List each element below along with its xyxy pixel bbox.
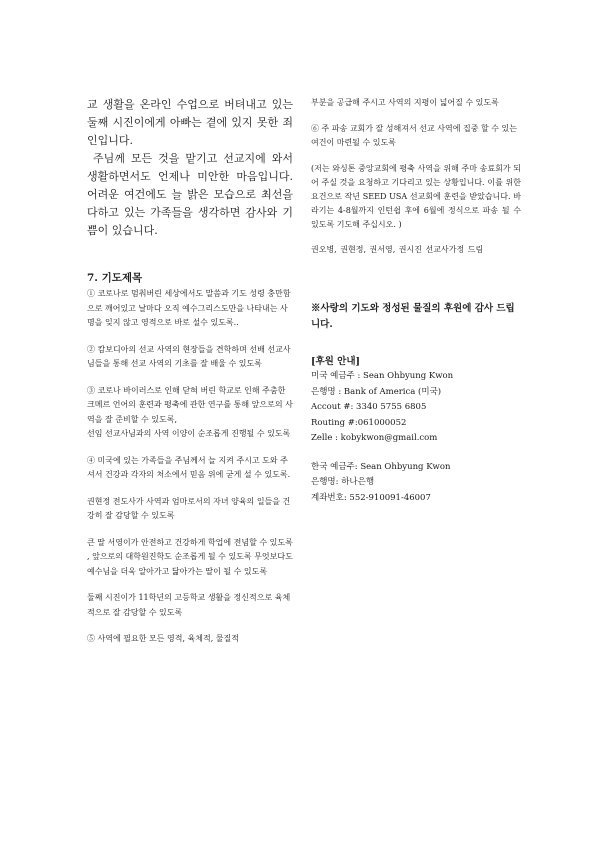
kr-account-holder: 한국 예금주: Sean Ohbyung Kwon xyxy=(311,461,451,472)
prayer-item-4b: 큰 딸 서영이가 안전하고 건강하게 학업에 전념할 수 있도록 , 앞으로의 대학원진학도 순조롭게 될 수 있도록 무엇보다도 예수님을 더욱 알아가고 닮아가는 딸이 될 수 있도록 xyxy=(87,537,293,576)
left-column xyxy=(87,96,293,647)
prayer-item-3: ③ 코로나 바이러스로 인해 닫혀 버린 학교로 인해 주춤한 크메르 언어의 훈련과 평축에 관한 연구를 통해 앞으로의 사역을 잘 준비할 수 있도록, 선임 선교사님과의 사역 이양이 순조롭게 진행될 수 있도록 xyxy=(87,385,293,438)
prayer-item-4c: 둘째 시진이가 11학년의 고등학교 생활을 정신적으로 육체적으로 잘 감당할 수 있도록 xyxy=(87,593,291,617)
us-account-holder: 미국 예금주 : Sean Ohbyung Kwon xyxy=(311,371,454,381)
prayer-item-4: ④ 미국에 있는 가족들을 주님께서 늘 지켜 주시고 도와 주셔서 건강과 각자의 처소에서 믿음 위에 굳게 설 수 있도록. xyxy=(87,455,291,479)
us-account-number: Accout #: 3340 5755 6805 xyxy=(311,402,427,412)
kr-account-info xyxy=(311,460,521,507)
right-column xyxy=(311,96,521,506)
us-account-info xyxy=(311,369,521,447)
prayer-item-5-continued: 부분을 공급해 주시고 사역의 지평이 넓어질 수 있도록 xyxy=(311,98,499,107)
us-zelle: Zelle : kobykwon@gmail.com xyxy=(311,433,438,443)
prayer-item-5: ⑤ 사역에 필요한 모든 영적, 육체적, 물질적 xyxy=(87,634,239,643)
support-title: [후원 안내] xyxy=(311,356,361,367)
kr-account-number: 계좌번호: 552-910091-46007 xyxy=(311,492,431,503)
kr-bank-name: 은행명: 하나은행 xyxy=(311,477,375,487)
intro-paragraph-1: 교 생활을 온라인 수업으로 버텨내고 있는 둘째 시진이에게 아빠는 곁에 있지 못한 죄인입니다. xyxy=(87,98,293,147)
intro-paragraph-2: 주님께 모든 것을 맡기고 선교지에 와서 생활하면서도 언제나 미안한 마음입니다. 어려운 여건에도 늘 밝은 모습으로 최선을 다하고 있는 가족들을 생각하면 감사와 기쁨이 있습니다. xyxy=(87,152,293,237)
prayer-item-6: ⑥ 주 파송 교회가 잘 성해져서 선교 사역에 집중 할 수 있는 여건이 마련될 수 있도록 xyxy=(311,124,517,147)
prayer-list xyxy=(87,287,293,647)
us-routing-number: Routing #:061000052 xyxy=(311,417,407,428)
intro-text xyxy=(87,96,293,240)
us-bank-name: 은행명 : Bank of America (미국) xyxy=(311,386,442,397)
spacer xyxy=(311,447,521,460)
prayer-item-1: ① 코로나로 멈춰버린 세상에서도 말씀과 기도 성령 충만함으로 깨어있고 날마다 오직 예수그리스도만을 나타내는 사명을 잊지 않고 영적으로 바로 설수 있도록.. xyxy=(87,289,291,327)
family-signature: 권오병, 권현정, 권서영, 권시진 선교사가정 드림 xyxy=(311,245,484,254)
thanks-message: ※사랑의 기도와 정성된 물질의 후원에 감사 드립니다. xyxy=(311,303,515,330)
prayer-item-4a: 권현정 전도사가 사역과 엄마로서의 자녀 양육의 일들을 건강히 잘 감당할 수 있도록 xyxy=(87,496,291,520)
note-paragraph: (저는 와싱톤 중앙교회에 평축 사역을 위해 주마 송료회가 되어 주실 것을 요청하고 기다리고 있는 상황입니다. 이를 위한 요건으로 작년 SEED USA 선교회에 훈련을 받았습니다. 바라기는 4-8월까지 인턴쉽 후에 6월에 정식으로 파송 될 수 있도록 기도해 주십시오. ) xyxy=(311,164,521,229)
prayer-item-2: ② 캄보디아의 선교 사역의 현장들을 견학하며 선배 선교사님들을 통해 선교 사역의 기초를 잘 배울 수 있도록 xyxy=(87,344,291,368)
prayer-title: 7. 기도제목 xyxy=(87,272,143,284)
